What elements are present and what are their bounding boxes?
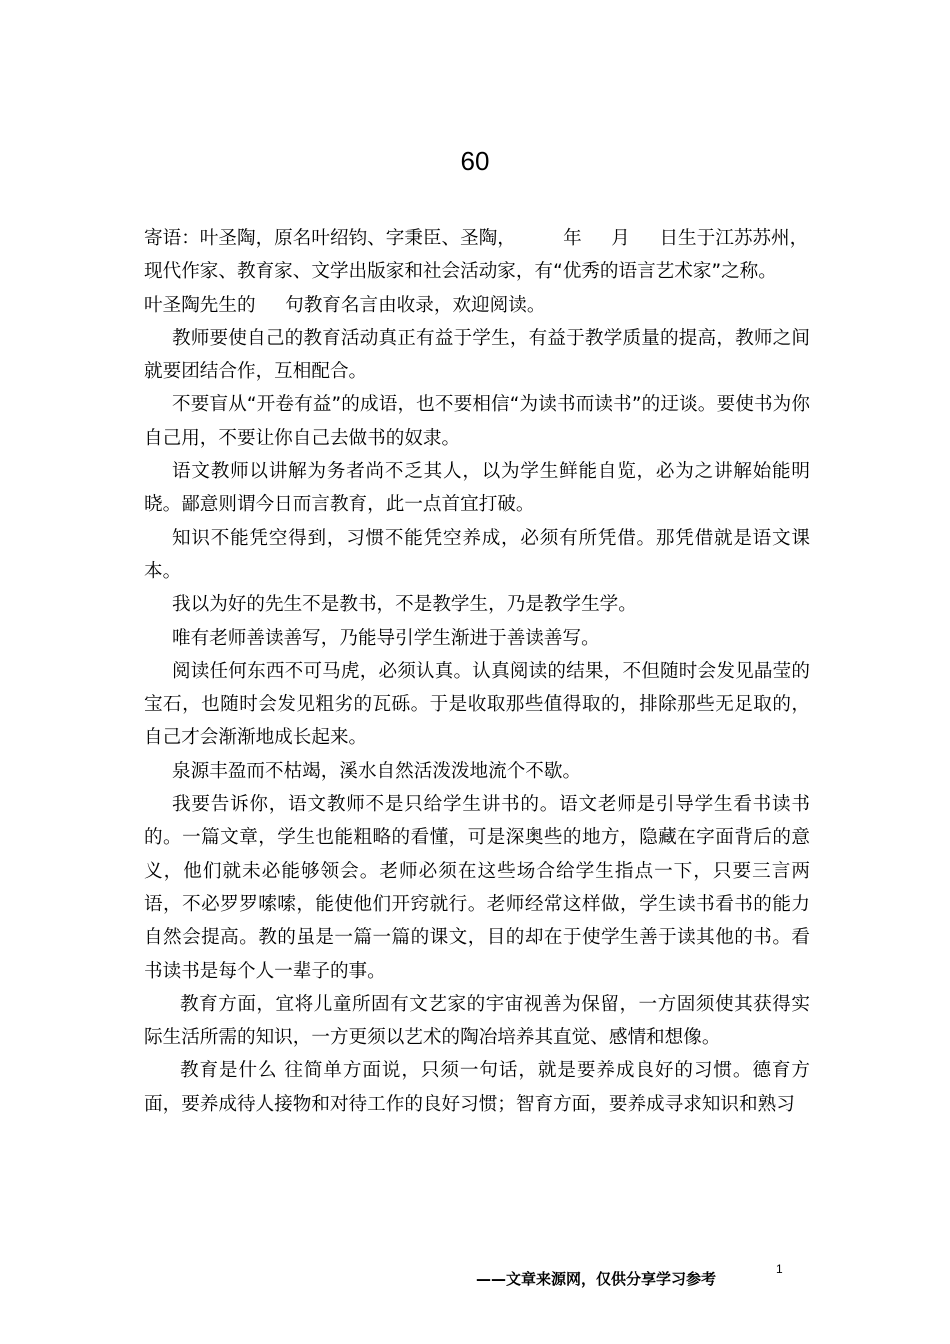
quote-paragraph: 不要盲从“开卷有益”的成语，也不要相信“为读书而读书”的迂谈。要使书为你自己用，不要让你自己去做书的奴隶。 [144, 394, 810, 449]
quote-paragraph: 泉源丰盈而不枯竭，溪水自然活泼泼地流个不歇。 [172, 760, 582, 782]
quote-paragraph: 唯有老师善读善写，乃能导引学生渐进于善读善写。 [172, 627, 600, 649]
quote-paragraph: 知识不能凭空得到，习惯不能凭空养成，必须有所凭借。那凭借就是语文课本。 [144, 527, 810, 582]
quote-paragraph: 我要告诉你，语文教师不是只给学生讲书的。语文老师是引导学生看书读书的。一篇文章，学生也能粗略的看懂，可是深奥些的地方，隐藏在字面背后的意义，他们就未必能够领会。老师必须在这些场合给学生指点一下，只要三言两语，不必罗罗嗦嗦，能使他们开窍就行。老师经常这样做，学生读书看书的能力自然会提高。教的虽是一篇一篇的课文，目的却在于使学生善于读其他的书。看书读书是每个人一辈子的事。 [144, 794, 810, 982]
intro-line: 叶圣陶先生的 句教育名言由收录，欢迎阅读。 [144, 294, 546, 316]
document-body [144, 222, 810, 1121]
quote-paragraph: 我以为好的先生不是教书，不是教学生，乃是教学生学。 [172, 594, 637, 616]
page-title: 60 [460, 146, 490, 176]
page-number: 1 [776, 1262, 783, 1276]
quote-paragraph: 教育方面，宜将儿童所固有文艺家的宇宙视善为保留，一方固须使其获得实际生活所需的知识，一方更须以艺术的陶冶培养其直觉、感情和想像。 [144, 993, 810, 1049]
intro-line: 寄语：叶圣陶，原名叶绍钧、字秉臣、圣陶， 年 月 日生于江苏苏州， [144, 228, 809, 249]
quote-paragraph: 语文教师以讲解为务者尚不乏其人，以为学生鲜能自览，必为之讲解始能明晓。鄙意则谓今日而言教育，此一点首宜打破。 [144, 461, 810, 516]
quote-paragraph: 教师要使自己的教育活动真正有益于学生，有益于教学质量的提高，教师之间就要团结合作，互相配合。 [144, 327, 810, 383]
quote-paragraph: 教育是什么 往简单方面说，只须一句话，就是要养成良好的习惯。德育方面，要养成待人接物和对待工作的良好习惯；智育方面，要养成寻求知识和熟习 [144, 1060, 810, 1115]
source-footer: ——文章来源网，仅供分享学习参考 [476, 1270, 717, 1288]
quote-paragraph: 阅读任何东西不可马虎，必须认真。认真阅读的结果，不但随时会发见晶莹的宝石，也随时会发见粗劣的瓦砾。于是收取那些值得取的，排除那些无足取的，自己才会渐渐地成长起来。 [144, 660, 810, 749]
intro-line: 现代作家、教育家、文学出版家和社会活动家，有“优秀的语言艺术家”之称。 [144, 261, 777, 283]
